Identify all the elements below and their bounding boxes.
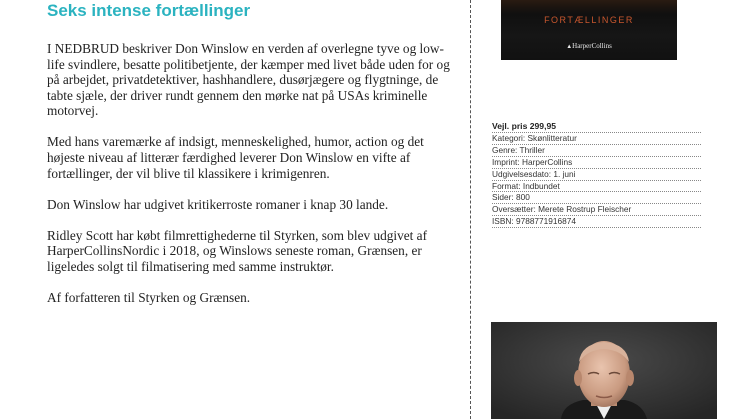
paragraph: I NEDBRUD beskriver Don Winslow en verden af overlegne tyve og low-life svindlere, besatte politibetjente, der kæmper med livet både uden for og på arbejdet, privatdetektiver, hashhandlere, dusørjægere og flygtninge, de tabte sjæle, der driver rundt gennem den mørke nat på USAs kriminelle motorvej.: [47, 41, 450, 119]
metadata-row: Oversætter: Merete Rostrup Fleischer: [492, 204, 701, 216]
cover-publisher-name: HarperCollins: [572, 42, 612, 50]
price-label: Vejl. pris 299,95: [492, 121, 701, 133]
paragraph: Ridley Scott har købt filmrettighederne til Styrken, som blev udgivet af HarperCollinsNordic i 2018, og Winslows seneste roman, Grænsen, er ligeledes solgt til filmatisering med samme instruktør.: [47, 227, 427, 275]
publisher-flame-icon: ▲: [566, 44, 573, 50]
book-metadata: [492, 121, 701, 228]
section-heading: Seks intense fortællinger: [47, 1, 251, 20]
metadata-row: Genre: Thriller: [492, 145, 701, 157]
column-divider: [470, 0, 471, 419]
metadata-row: Kategori: Skønlitteratur: [492, 133, 701, 145]
metadata-row: ISBN: 9788771916874: [492, 216, 701, 228]
paragraph: Don Winslow har udgivet kritikerroste romaner i knap 30 lande.: [47, 196, 389, 212]
metadata-row: Imprint: HarperCollins: [492, 157, 701, 169]
paragraph: Af forfatteren til Styrken og Grænsen.: [47, 290, 251, 306]
author-photo: [491, 322, 717, 419]
cover-publisher-logo: [501, 42, 677, 50]
metadata-row: Udgivelsesdato: 1. juni: [492, 169, 701, 181]
cover-title: FORTÆLLINGER: [544, 15, 634, 25]
cover-glow: [501, 0, 677, 14]
author-portrait-illustration: [491, 322, 717, 419]
metadata-row: Format: Indbundet: [492, 181, 701, 193]
paragraph: Med hans varemærke af indsigt, menneskelighed, humor, action og det højeste niveau af litterær færdighed leverer Don Winslow en vifte af fortællinger, der vil blive til klassikere i krimigenren.: [47, 134, 424, 181]
book-cover-image: [501, 0, 677, 60]
metadata-row: Sider: 800: [492, 192, 701, 204]
description-body: [47, 41, 452, 321]
